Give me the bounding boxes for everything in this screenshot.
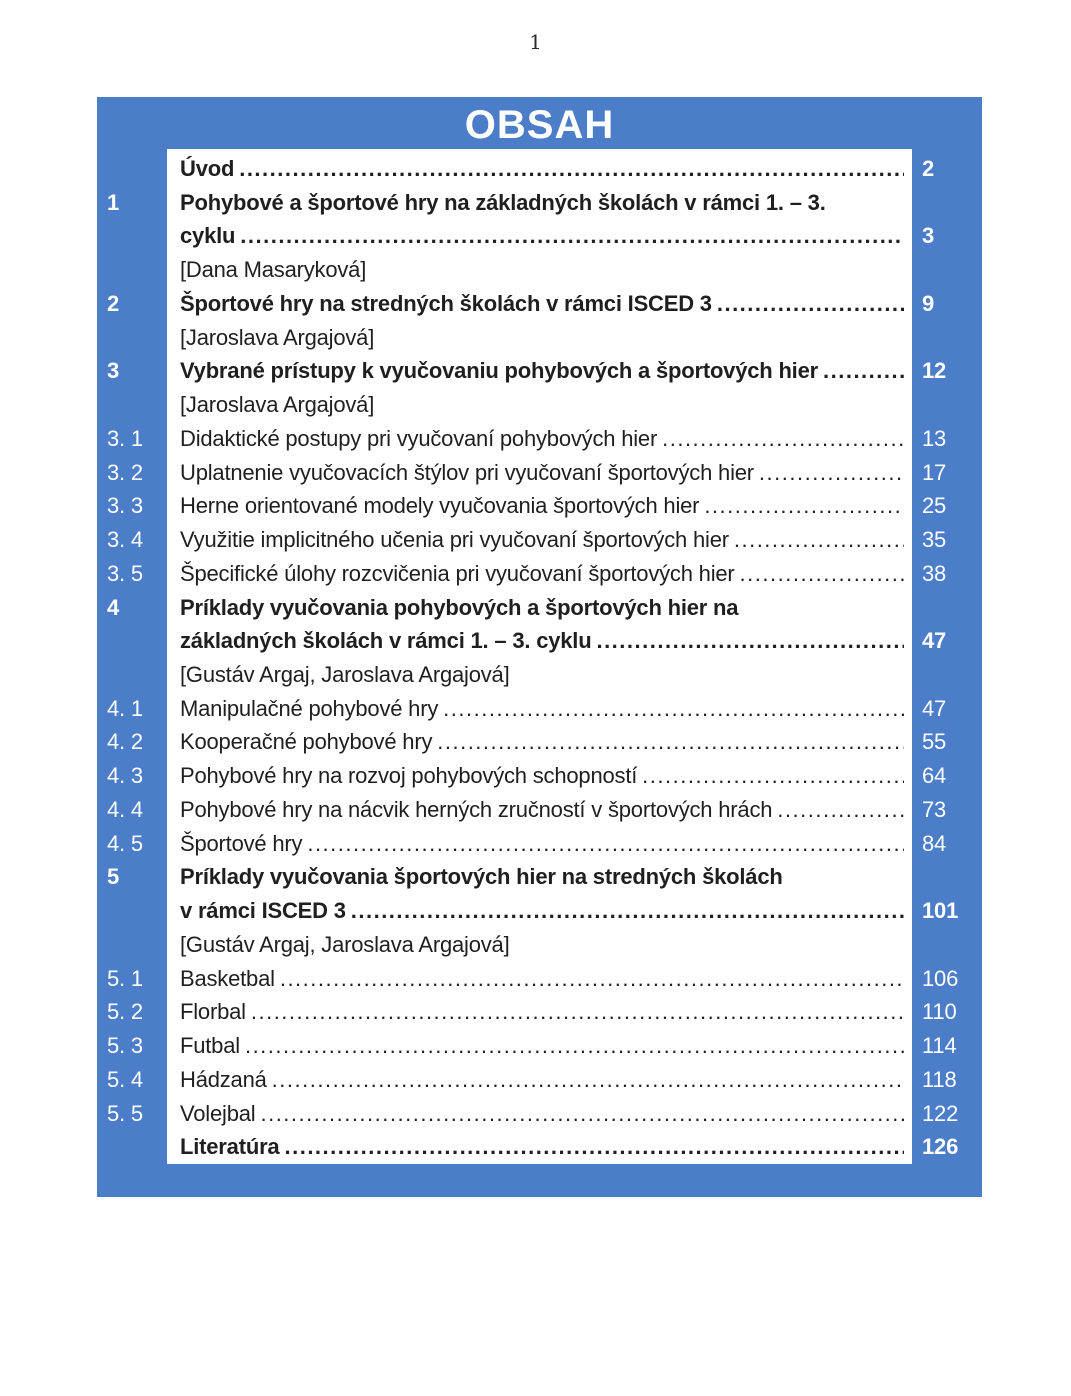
entry-content — [167, 928, 912, 961]
entry-dot-leader — [272, 1063, 904, 1096]
entry-number: 4. 2 — [107, 729, 143, 755]
entry-text: [Jaroslava Argajová] — [180, 392, 375, 418]
entry-page: 126 — [922, 1134, 959, 1160]
entry-text: [Jaroslava Argajová] — [180, 324, 375, 350]
entry-dot-leader — [240, 219, 904, 252]
entry-content — [167, 1130, 912, 1163]
entry-text: Volejbal — [180, 1100, 256, 1126]
entry-content — [167, 894, 912, 927]
entry-content — [167, 725, 912, 758]
entry-dot-leader — [239, 152, 904, 185]
entry-text: Športové hry na stredných školách v rámci ISCED 3 — [180, 290, 712, 316]
toc-line — [97, 793, 982, 827]
entry-content — [167, 253, 912, 286]
entry-content — [167, 827, 912, 860]
entry-dot-leader — [734, 523, 904, 556]
entry-dot-leader — [245, 1029, 904, 1062]
entry-content — [167, 557, 912, 590]
toc-line — [97, 928, 982, 962]
toc-line — [97, 186, 982, 220]
entry-text: [Gustáv Argaj, Jaroslava Argajová] — [180, 662, 510, 688]
entry-number: 4. 5 — [107, 830, 143, 856]
entry-text: Športové hry — [180, 830, 303, 856]
toc-line — [97, 962, 982, 996]
page-number: 1 — [529, 30, 542, 54]
entry-content — [167, 759, 912, 792]
entry-page: 38 — [922, 560, 947, 586]
entry-text: základných školách v rámci 1. – 3. cyklu — [180, 628, 592, 654]
toc-line — [97, 456, 982, 490]
entry-dot-leader — [823, 354, 904, 387]
entry-number: 4 — [107, 594, 120, 620]
toc-line — [97, 995, 982, 1029]
entry-dot-leader — [284, 1130, 904, 1163]
entry-text: [Dana Masaryková] — [180, 257, 367, 283]
toc-entries — [97, 149, 982, 1164]
entry-text: Pohybové hry na nácvik herných zručností v športových hrách — [180, 796, 773, 822]
entry-page: 12 — [922, 358, 947, 384]
entry-content — [167, 1063, 912, 1096]
entry-text: Manipulačné pohybové hry — [180, 695, 439, 721]
entry-page: 3 — [922, 223, 935, 249]
entry-page: 47 — [922, 628, 947, 654]
entry-text: Florbal — [180, 999, 246, 1025]
entry-number: 3. 2 — [107, 459, 143, 485]
entry-number: 4. 4 — [107, 796, 143, 822]
entry-text: cyklu — [180, 223, 236, 249]
entry-page: 13 — [922, 425, 947, 451]
toc-line — [97, 1130, 982, 1164]
entry-number: 3. 4 — [107, 527, 143, 553]
entry-content — [167, 456, 912, 489]
entry-page: 55 — [922, 729, 947, 755]
entry-text: v rámci ISCED 3 — [180, 898, 346, 924]
entry-content — [167, 186, 912, 219]
entry-page: 64 — [922, 763, 947, 789]
entry-number: 3. 1 — [107, 425, 143, 451]
entry-page: 84 — [922, 830, 947, 856]
entry-number: 4. 3 — [107, 763, 143, 789]
toc-line — [97, 489, 982, 523]
toc-line — [97, 354, 982, 388]
entry-content — [167, 321, 912, 354]
toc-title: OBSAH — [464, 103, 615, 147]
entry-text: Didaktické postupy pri vyučovaní pohybových hier — [180, 425, 658, 451]
entry-page: 47 — [922, 695, 947, 721]
toc-line — [97, 1097, 982, 1131]
entry-number: 5. 1 — [107, 965, 143, 991]
entry-text: Literatúra — [180, 1134, 280, 1160]
entry-page: 2 — [922, 156, 935, 181]
entry-content — [167, 489, 912, 522]
entry-content — [167, 658, 912, 691]
toc-line — [97, 894, 982, 928]
toc-line — [97, 152, 982, 186]
entry-dot-leader — [596, 624, 904, 657]
entry-content — [167, 624, 912, 657]
entry-number: 5. 3 — [107, 1033, 143, 1059]
entry-page: 118 — [922, 1066, 957, 1092]
toc-line — [97, 827, 982, 861]
entry-dot-leader — [662, 422, 904, 455]
entry-content — [167, 591, 912, 624]
entry-text: Príklady vyučovania pohybových a športových hier na — [180, 594, 739, 620]
toc-line — [97, 523, 982, 557]
entry-text: Pohybové hry na rozvoj pohybových schopností — [180, 763, 638, 789]
entry-page: 122 — [922, 1100, 959, 1126]
entry-text: Herne orientované modely vyučovania športových hier — [180, 493, 700, 519]
entry-content — [167, 1097, 912, 1130]
toc-line — [97, 1063, 982, 1097]
entry-page: 9 — [922, 290, 935, 316]
entry-content — [167, 152, 912, 185]
toc-line — [97, 422, 982, 456]
entry-content — [167, 692, 912, 725]
entry-text: Využitie implicitného učenia pri vyučovaní športových hier — [180, 527, 729, 553]
entry-page: 110 — [922, 999, 957, 1025]
entry-content — [167, 422, 912, 455]
entry-text: Vybrané prístupy k vyučovaniu pohybových a športových hier — [180, 358, 818, 384]
entry-content — [167, 388, 912, 421]
entry-text: Hádzaná — [180, 1066, 267, 1092]
entry-page: 73 — [922, 796, 947, 822]
toc-line — [97, 860, 982, 894]
entry-content — [167, 354, 912, 387]
toc-line — [97, 692, 982, 726]
entry-dot-leader — [351, 894, 904, 927]
entry-page: 106 — [922, 965, 959, 991]
entry-number: 5. 5 — [107, 1100, 143, 1126]
entry-content — [167, 860, 912, 893]
entry-dot-leader — [642, 759, 904, 792]
entry-number: 4. 1 — [107, 695, 143, 721]
entry-number: 1 — [107, 189, 120, 215]
entry-page: 25 — [922, 493, 947, 519]
toc-line — [97, 253, 982, 287]
entry-text: Futbal — [180, 1033, 240, 1059]
entry-text: Pohybové a športové hry na základných školách v rámci 1. – 3. — [180, 189, 826, 215]
entry-dot-leader — [740, 557, 904, 590]
entry-content — [167, 287, 912, 320]
entry-dot-leader — [777, 793, 904, 826]
entry-number: 2 — [107, 290, 120, 316]
entry-dot-leader — [704, 489, 904, 522]
entry-dot-leader — [717, 287, 904, 320]
entry-content — [167, 219, 912, 252]
toc-line — [97, 624, 982, 658]
entry-number: 5. 2 — [107, 999, 143, 1025]
entry-dot-leader — [443, 692, 904, 725]
toc-line — [97, 725, 982, 759]
entry-text: Kooperačné pohybové hry — [180, 729, 433, 755]
entry-number: 3. 3 — [107, 493, 143, 519]
entry-content — [167, 793, 912, 826]
entry-dot-leader — [260, 1097, 904, 1130]
entry-text: Uplatnenie vyučovacích štýlov pri vyučovaní športových hier — [180, 459, 754, 485]
toc-panel — [97, 97, 982, 1197]
toc-line — [97, 388, 982, 422]
entry-page: 114 — [922, 1033, 957, 1059]
entry-text: Úvod — [180, 156, 235, 181]
entry-number: 3. 5 — [107, 560, 143, 586]
entry-content — [167, 1029, 912, 1062]
toc-line — [97, 219, 982, 253]
entry-text: Špecifické úlohy rozcvičenia pri vyučovaní športových hier — [180, 560, 735, 586]
entry-dot-leader — [251, 995, 904, 1028]
entry-number: 5 — [107, 864, 120, 890]
entry-text: Príklady vyučovania športových hier na stredných školách — [180, 864, 783, 890]
toc-line — [97, 759, 982, 793]
toc-body — [97, 149, 982, 1164]
entry-dot-leader — [307, 827, 904, 860]
toc-line — [97, 287, 982, 321]
toc-line — [97, 658, 982, 692]
entry-page: 101 — [922, 898, 959, 924]
toc-line — [97, 321, 982, 355]
toc-line — [97, 557, 982, 591]
toc-line — [97, 1029, 982, 1063]
entry-content — [167, 995, 912, 1028]
entry-number: 3 — [107, 358, 120, 384]
entry-dot-leader — [437, 725, 904, 758]
entry-dot-leader — [759, 456, 904, 489]
entry-number: 5. 4 — [107, 1066, 143, 1092]
entry-content — [167, 523, 912, 556]
toc-line — [97, 591, 982, 625]
entry-page: 17 — [922, 459, 947, 485]
entry-text: Basketbal — [180, 965, 275, 991]
entry-text: [Gustáv Argaj, Jaroslava Argajová] — [180, 931, 510, 957]
entry-content — [167, 962, 912, 995]
entry-page: 35 — [922, 527, 947, 553]
entry-dot-leader — [280, 962, 904, 995]
